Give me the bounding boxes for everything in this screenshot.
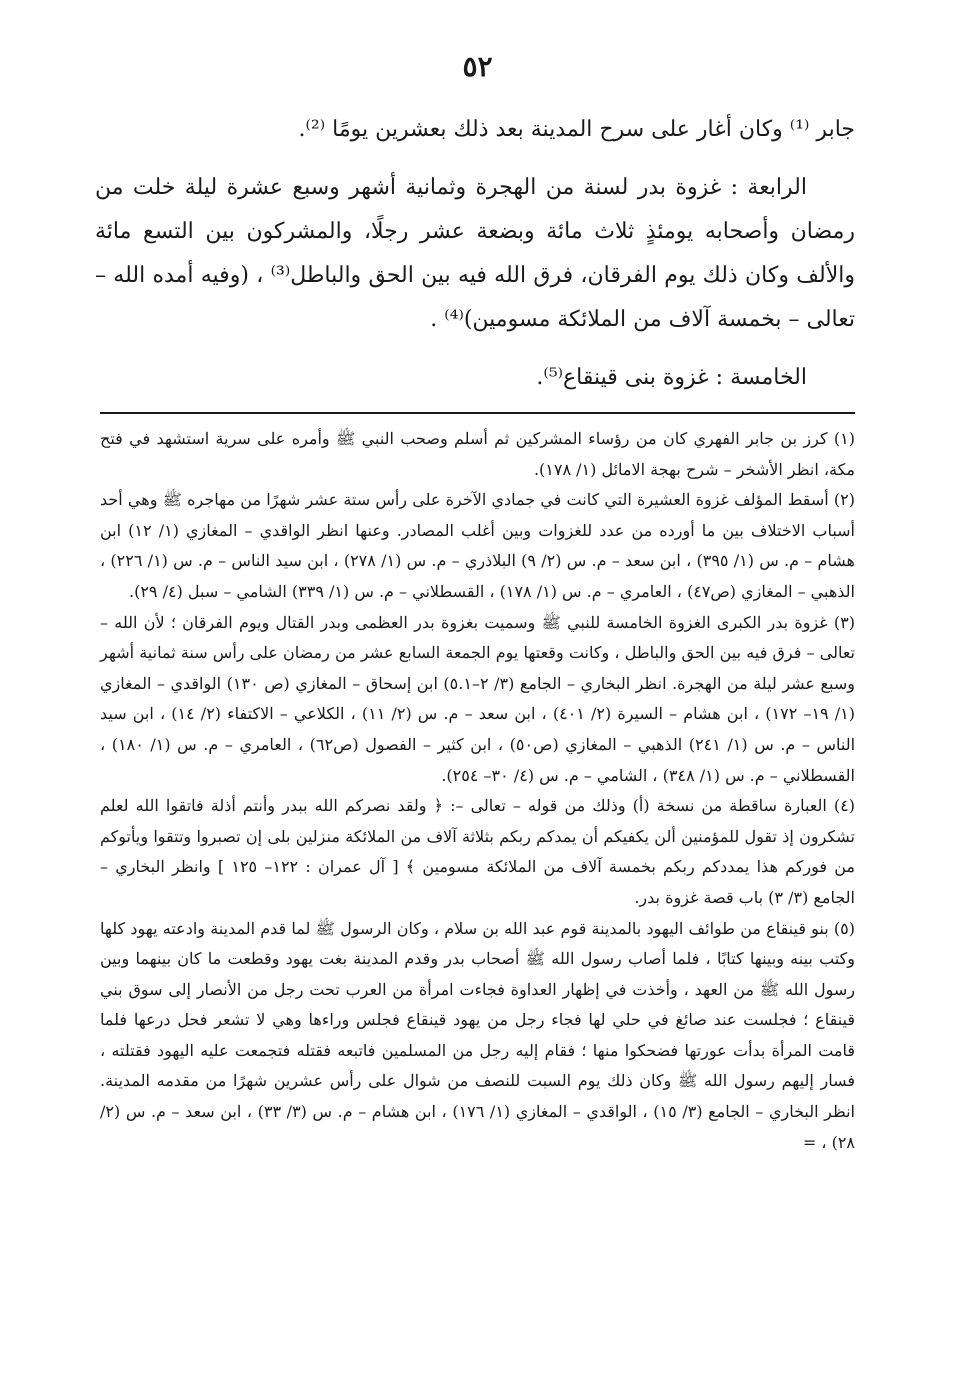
footnote-4: (٤) العبارة ساقطة من نسخة (أ) وذلك من قوله – تعالى –: ﴿ ولقد نصركم الله ببدر وأنتم أذلة فاتقوا الله لعلم تشكرون إذ تقول للمؤمنين ألن يكفيكم أن يمدكم ربكم بثلاثة آلاف من الملائكة منزلين بلى إن تصبروا وتتقوا ويأتوكم من فوركم هذا يمددكم ربكم بخمسة آلاف من الملائكة مسومين ﴾ [ آل عمران : ١٢٢– ١٢٥ ] وانظر البخاري – الجامع (٣/ ٣) باب قصة غزوة بدر.	[100, 796, 856, 907]
footnote-1: (١) كرز بن جابر الفهري كان من رؤساء المشركين ثم أسلم وصحب النبي ﷺ وأمره على سرية استشهد في فتح مكة، انظر الأشخر – شرح بهجة الامائل (١/ ١٧٨).	[100, 429, 856, 479]
footnotes	[100, 424, 855, 1158]
page-number: ٥٢	[462, 50, 493, 83]
footnote-divider	[100, 412, 855, 414]
paragraph-3: الخامسة : غزوة بنى قينقاع⁽⁵⁾.	[536, 365, 807, 390]
paragraph-2: الرابعة : غزوة بدر لسنة من الهجرة وثمانية أشهر وسبع عشرة ليلة خلت من رمضان وأصحابه يومئذٍ ثلاث مائة وبضعة عشر رجلًا، والمشركون بين التسع مائة والألف وكان ذلك يوم الفرقان، فرق الله فيه بين الحق والباطل⁽³⁾ ، (وفيه أمده الله – تعالى – بخمسة آلاف من الملائكة مسومين)⁽⁴⁾ .	[95, 175, 855, 332]
footnote-5: (٥) بنو قينقاع من طوائف اليهود بالمدينة قوم عبد الله بن سلام ، وكان الرسول ﷺ لما قدم المدينة وادعته يهود كلها وكتب بينه وبينها كتابًا ، فلما أصاب رسول الله ﷺ أصحاب بدر وقدم المدينة بغت يهود وقطعت ما كان بينهما وبين رسول الله ﷺ من العهد ، وأخذت في إظهار العداوة فجاءت امرأة من العرب تحت رجل من الأنصار إلى سوق بني قينقاع ؛ فجلست عند صائغ في حلي لها فجاء رجل من يهود قينقاع فجلس وراءها وهي لا تشعر فحل درعها فلما قامت المرأة بدأت عورتها فضحكوا منها ؛ فقام إليه رجل من المسلمين فاتبعه فقتله فتجمعت عليه اليهود فقتلته ، فسار إليهم رسول الله ﷺ وكان ذلك يوم السبت للنصف من شوال على رأس عشرين شهرًا من مقدمه المدينة. انظر البخاري – الجامع (٣/ ١٥) ، الواقدي – المغازي (١/ ١٧٦) ، ابن هشام – م. س (٣/ ٣٣) ، ابن سعد – م. س (٢/ ٢٨) ، =	[100, 918, 856, 1152]
footnote-3: (٣) غزوة بدر الكبرى الغزوة الخامسة للنبي ﷺ وسميت بغزوة بدر العظمى وبدر القتال ويوم الفرقان ؛ لأن الله – تعالى – فرق فيه بين الحق والباطل ، وكانت وقعتها يوم الجمعة السابع عشر من رمضان على رأس سنة ثمانية أشهر وسبع عشر ليلة من الهجرة. انظر البخاري – الجامع (٣/ ٢–٥.١) ابن إسحاق – المغازي (ص ١٣٠) الواقدي – المغازي (١/ ١٩– ١٧٢) ، ابن هشام – السيرة (٢/ ٤٠١) ، ابن سعد – م. س (٢/ ١١) ، الكلاعي – الاكتفاء (٢/ ١٤) ، ابن سيد الناس – م. س (١/ ٢٤١) الذهبي – المغازي (ص٥٠) ، ابن كثير – الفصول (ص٦٢) ، العامري – م. س (١/ ١٨٠) ، القسطلاني – م. س (١/ ٣٤٨) ، الشامي – م. س (٤/ ٣٠– ٢٥٤).	[100, 612, 856, 785]
footnote-2: (٢) أسقط المؤلف غزوة العشيرة التي كانت في جمادي الآخرة على رأس ستة عشر شهرًا من مهاجره ﷺ وهي أحد أسباب الاختلاف بين ما أورده من عدد للغزوات وبين أغلب المصادر. وعنها انظر الواقدي – المغازي (١/ ١٢) ابن هشام – م. س (١/ ٣٩٥) ، ابن سعد – م. س (٢/ ٩) البلاذري – م. س (١/ ٢٧٨) ، ابن سيد الناس – م. س (١/ ٢٢٦) ، الذهبي – المغازي (ص٤٧) ، العامري – م. س (١/ ١٧٨) ، القسطلاني – م. س (١/ ٣٣٩) الشامي – سبل (٤/ ٢٩).	[100, 490, 855, 601]
paragraph-1: جابر ⁽¹⁾ وكان أغار على سرح المدينة بعد ذلك بعشرين يومًا ⁽²⁾.	[298, 117, 855, 142]
main-text	[95, 108, 855, 414]
